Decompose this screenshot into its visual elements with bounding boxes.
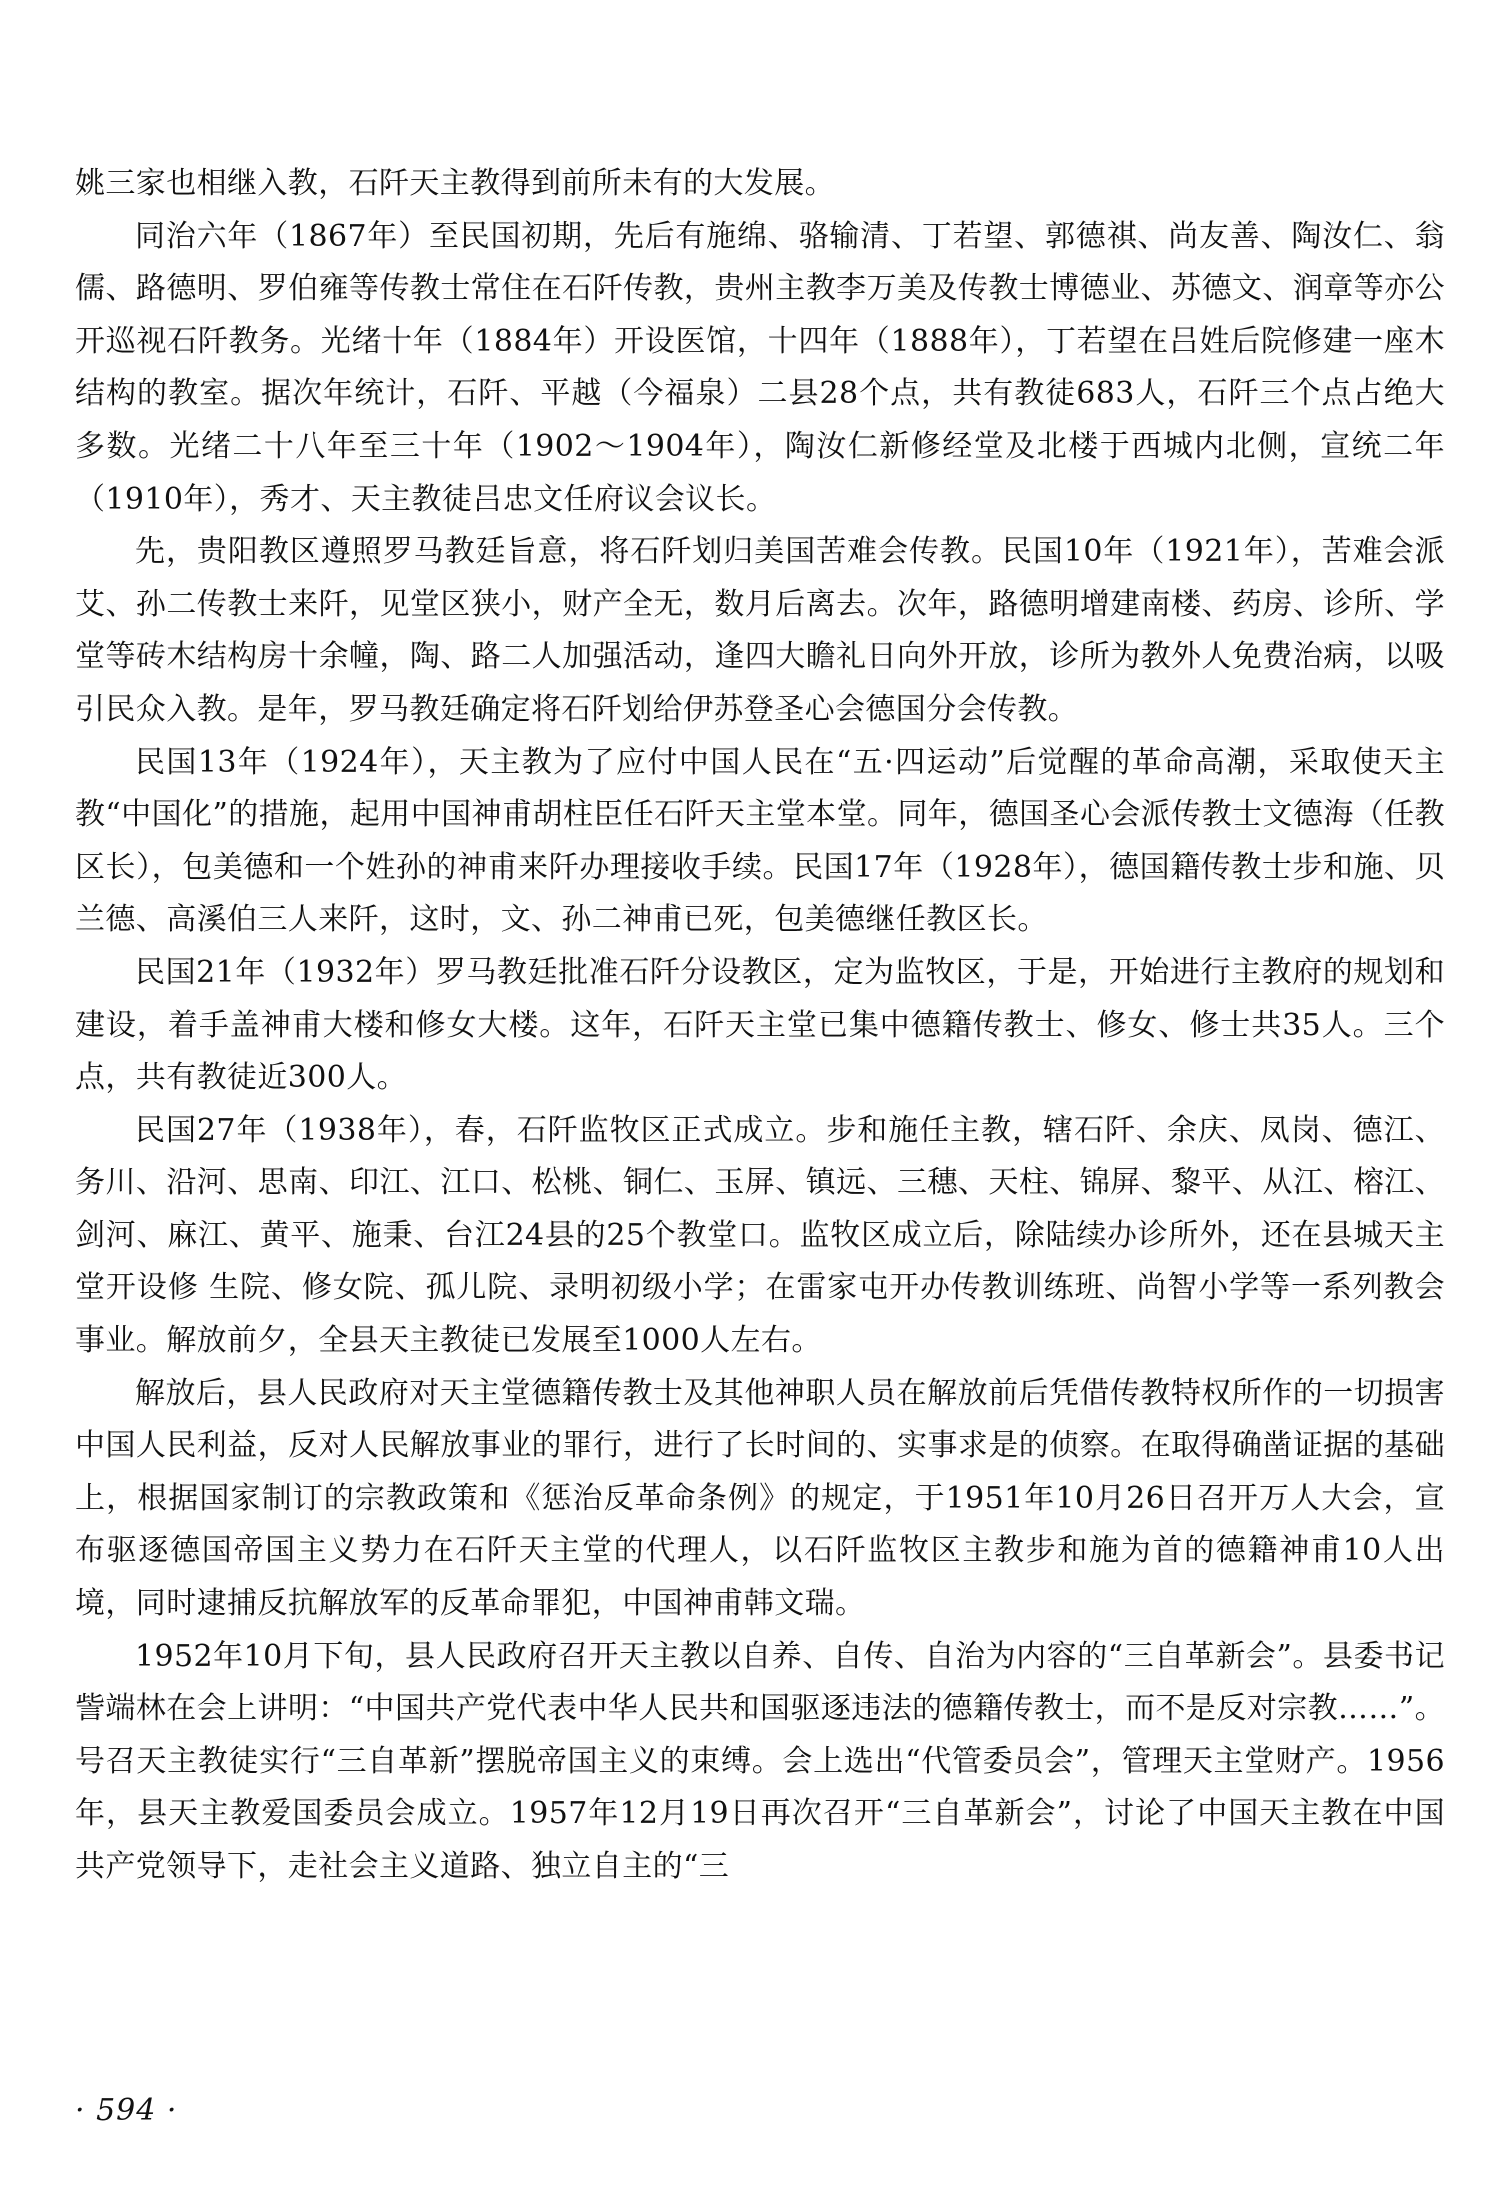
paragraph-passionist-mission: 先，贵阳教区遵照罗马教廷旨意，将石阡划归美国苦难会传教。民国10年（1921年），苦难会派艾、孙二传教士来阡，见堂区狭小，财产全无，数月后离去。次年，路德明增建南楼、药房、诊所、学堂等砖木结构房十余幢，陶、路二人加强活动，逢四大瞻礼日向外开放，诊所为教外人免费治病，以吸引民众入教。是年，罗马教廷确定将石阡划给伊苏登圣心会德国分会传教。	[75, 534, 1445, 727]
paragraph-minguo-13: 民国13年（1924年），天主教为了应付中国人民在“五·四运动”后觉醒的革命高潮，采取使天主教“中国化”的措施，起用中国神甫胡柱臣任石阡天主堂本堂。同年，德国圣心会派传教士文德海（任教区长），包美德和一个姓孙的神甫来阡办理接收手续。民国17年（1928年），德国籍传教士步和施、贝兰德、高溪伯三人来阡，这时，文、孙二神甫已死，包美德继任教区长。	[75, 744, 1445, 938]
page-number: · 594 ·	[75, 2093, 178, 2128]
paragraph-1952-reform: 1952年10月下旬，县人民政府召开天主教以自养、自传、自治为内容的“三自革新会”。县委书记訾端林在会上讲明：“中国共产党代表中华人民共和国驱逐违法的德籍传教士，而不是反对宗教……”。号召天主教徒实行“三自革新”摆脱帝国主义的束缚。会上选出“代管委员会”，管理天主堂财产。1956年，县天主教爱国委员会成立。1957年12月19日再次召开“三自革新会”，讨论了中国天主教在中国共产党领导下，走社会主义道路、独立自主的“三	[75, 1638, 1445, 1884]
body-text	[75, 158, 1445, 1894]
paragraph-continuation: 姚三家也相继入教，石阡天主教得到前所未有的大发展。	[75, 166, 835, 201]
paragraph-after-liberation: 解放后，县人民政府对天主堂德籍传教士及其他神职人员在解放前后凭借传教特权所作的一切损害中国人民利益，反对人民解放事业的罪行，进行了长时间的、实事求是的侦察。在取得确凿证据的基础上，根据国家制订的宗教政策和《惩治反革命条例》的规定，于1951年10月26日召开万人大会，宣布驱逐德国帝国主义势力在石阡天主堂的代理人，以石阡监牧区主教步和施为首的德籍神甫10人出境，同时逮捕反抗解放军的反革命罪犯，中国神甫韩文瑞。	[75, 1375, 1445, 1622]
paragraph-minguo-21: 民国21年（1932年）罗马教廷批准石阡分设教区，定为监牧区，于是，开始进行主教府的规划和建设，着手盖神甫大楼和修女大楼。这年，石阡天主堂已集中德籍传教士、修女、修士共35人。三个点，共有教徒近300人。	[75, 954, 1445, 1096]
paragraph-minguo-27: 民国27年（1938年），春，石阡监牧区正式成立。步和施任主教，辖石阡、余庆、凤岗、德江、务川、沿河、思南、印江、江口、松桃、铜仁、玉屏、镇远、三穗、天柱、锦屏、黎平、从江、榕江、剑河、麻江、黄平、施秉、台江24县的25个教堂口。监牧区成立后，除陆续办诊所外，还在县城天主堂开设修 生院、修女院、孤儿院、录明初级小学；在雷家屯开办传教训练班、尚智小学等一系列教会事业。解放前夕，全县天主教徒已发展至1000人左右。	[75, 1112, 1445, 1359]
paragraph-tongzhi-missionaries: 同治六年（1867年）至民国初期，先后有施绵、骆输清、丁若望、郭德祺、尚友善、陶汝仁、翁儒、路德明、罗伯雍等传教士常住在石阡传教，贵州主教李万美及传教士博德业、苏德文、润章等亦公开巡视石阡教务。光绪十年（1884年）开设医馆，十四年（1888年），丁若望在吕姓后院修建一座木结构的教室。据次年统计，石阡、平越（今福泉）二县28个点，共有教徒683人，石阡三个点占绝大多数。光绪二十八年至三十年（1902～1904年），陶汝仁新修经堂及北楼于西城内北侧，宣统二年（1910年），秀才、天主教徒吕忠文任府议会议长。	[75, 218, 1445, 517]
